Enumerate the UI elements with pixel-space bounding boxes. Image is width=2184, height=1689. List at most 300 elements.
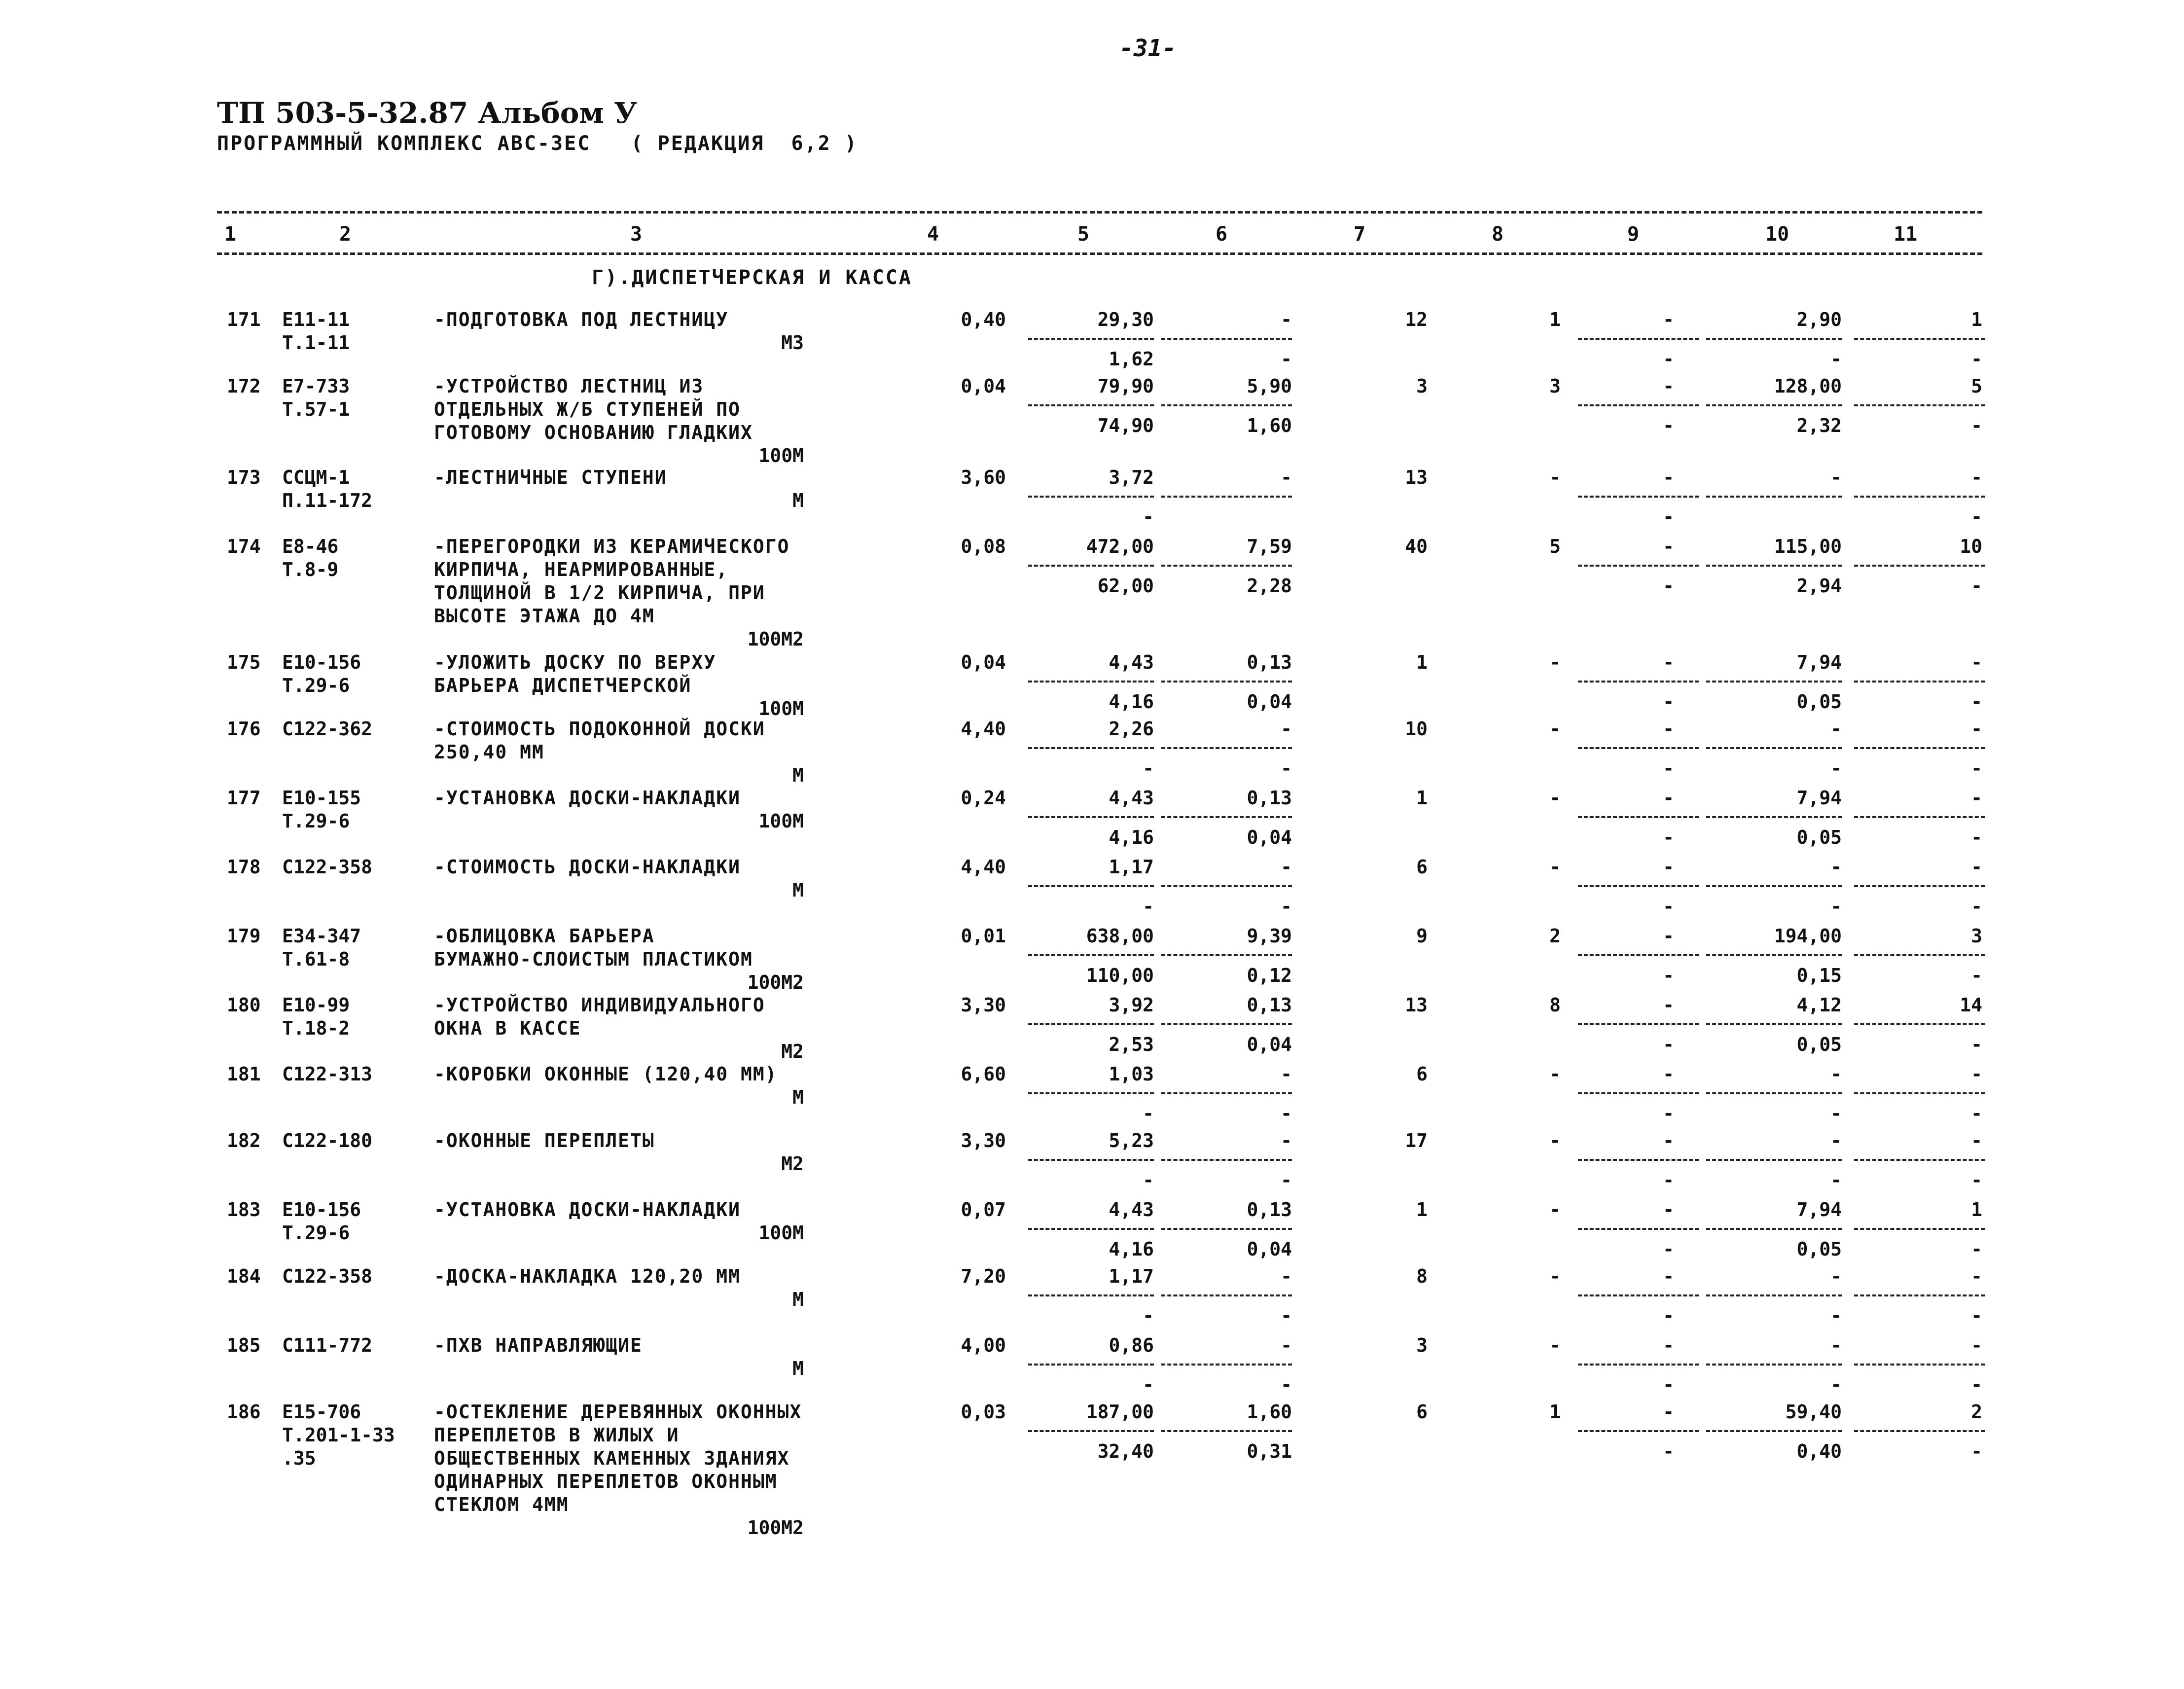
subtotal-separator — [1578, 747, 1699, 749]
cell-c9b: - — [1663, 1238, 1674, 1260]
cell-c9b: - — [1663, 1374, 1674, 1396]
cell-code2: Т.61-8 — [282, 948, 350, 970]
cell-c11b: - — [1971, 1103, 1982, 1124]
cell-c7: 13 — [1405, 467, 1428, 488]
cell-c6b: 1,60 — [1247, 415, 1292, 436]
subtotal-separator — [1854, 954, 1985, 956]
cell-c10: - — [1830, 718, 1842, 740]
cell-c5b: - — [1143, 1374, 1154, 1396]
cell-c7: 6 — [1416, 1401, 1428, 1423]
cell-c11: 1 — [1971, 309, 1982, 330]
subtotal-separator — [1028, 338, 1154, 340]
cell-c6: 7,59 — [1247, 536, 1292, 557]
cell-desc: -ОСТЕКЛЕНИЕ ДЕРЕВЯННЫХ ОКОННЫХ ПЕРЕПЛЕТОВ В ЖИЛЫХ И ОБЩЕСТВЕННЫХ КАМЕННЫХ ЗДАНИЯХ ОДИНАРНЫХ ПЕРЕПЛЕТОВ ОКОННЫМ СТЕКЛОМ 4ММ — [434, 1401, 802, 1515]
cell-num: 177 — [227, 787, 261, 809]
cell-c10: - — [1830, 1334, 1842, 1356]
cell-c11: 14 — [1960, 994, 1982, 1016]
cell-c10b: 2,94 — [1796, 575, 1842, 597]
cell-c11: 5 — [1971, 375, 1982, 397]
subtotal-separator — [1161, 1159, 1292, 1161]
cell-c8: 2 — [1549, 925, 1561, 947]
cell-c5b: 62,00 — [1097, 575, 1154, 597]
cell-desc: -УСТАНОВКА ДОСКИ-НАКЛАДКИ — [434, 787, 741, 809]
subtotal-separator — [1028, 404, 1154, 406]
cell-c4: 0,01 — [961, 925, 1006, 947]
cell-c6: - — [1281, 718, 1292, 740]
column-header-2: 2 — [339, 223, 352, 246]
cell-c8: - — [1549, 718, 1561, 740]
cell-code: Е8-46 — [282, 536, 339, 557]
cell-desc: -УСТРОЙСТВО ИНДИВИДУАЛЬНОГО ОКНА В КАССЕ — [434, 994, 765, 1039]
cell-num: 181 — [227, 1063, 261, 1085]
cell-c8: 1 — [1549, 309, 1561, 330]
cell-c6: - — [1281, 1334, 1292, 1356]
cell-code2: Т.18-2 — [282, 1017, 350, 1039]
cell-c11: - — [1971, 856, 1982, 878]
cell-c5b: - — [1143, 757, 1154, 779]
cell-c7: 1 — [1416, 787, 1428, 809]
cell-c7: 1 — [1416, 651, 1428, 673]
cell-c7: 3 — [1416, 1334, 1428, 1356]
cell-c10: 4,12 — [1796, 994, 1842, 1016]
cell-unit: 100М — [758, 1222, 804, 1244]
cell-c6: 0,13 — [1247, 787, 1292, 809]
cell-c8: 1 — [1549, 1401, 1561, 1423]
cell-c5: 1,03 — [1109, 1063, 1154, 1085]
subtotal-separator — [1706, 1159, 1842, 1161]
cell-c5: 4,43 — [1109, 787, 1154, 809]
cell-c7: 12 — [1405, 309, 1428, 330]
subtotal-separator — [1161, 1092, 1292, 1094]
cell-c11b: - — [1971, 1374, 1982, 1396]
cell-c8: - — [1549, 467, 1561, 488]
cell-num: 175 — [227, 651, 261, 673]
cell-c4: 7,20 — [961, 1265, 1006, 1287]
cell-c10: 128,00 — [1774, 375, 1842, 397]
cell-c11: 10 — [1960, 536, 1982, 557]
cell-num: 172 — [227, 375, 261, 397]
cell-c11: - — [1971, 467, 1982, 488]
cell-c9: - — [1663, 651, 1674, 673]
subtotal-separator — [1854, 1294, 1985, 1296]
cell-c5b: 110,00 — [1086, 965, 1154, 986]
subtotal-separator — [1578, 1023, 1699, 1025]
cell-c9: - — [1663, 787, 1674, 809]
cell-c7: 17 — [1405, 1130, 1428, 1151]
cell-c10b: - — [1830, 757, 1842, 779]
cell-desc: -ПХВ НАПРАВЛЯЮЩИЕ — [434, 1334, 643, 1356]
cell-c5: 472,00 — [1086, 536, 1154, 557]
subtotal-separator — [1028, 1023, 1154, 1025]
cell-c6b: 0,31 — [1247, 1440, 1292, 1462]
cell-c6: 1,60 — [1247, 1401, 1292, 1423]
cell-code: ССЦМ-1 — [282, 467, 350, 488]
cell-c9: - — [1663, 1401, 1674, 1423]
cell-c9b: - — [1663, 691, 1674, 713]
cell-code: С122-313 — [282, 1063, 373, 1085]
cell-c11b: - — [1971, 1169, 1982, 1191]
cell-c9b: - — [1663, 348, 1674, 370]
subtotal-separator — [1578, 1364, 1699, 1366]
cell-desc: -УСТРОЙСТВО ЛЕСТНИЦ ИЗ ОТДЕЛЬНЫХ Ж/Б СТУПЕНЕЙ ПО ГОТОВОМУ ОСНОВАНИЮ ГЛАДКИХ — [434, 375, 753, 443]
cell-c8: - — [1549, 1265, 1561, 1287]
cell-desc: -УЛОЖИТЬ ДОСКУ ПО ВЕРХУ БАРЬЕРА ДИСПЕТЧЕРСКОЙ — [434, 651, 716, 696]
subtotal-separator — [1706, 1228, 1842, 1230]
cell-code2: Т.29-6 — [282, 1222, 350, 1244]
cell-c4: 4,00 — [961, 1334, 1006, 1356]
cell-unit: М2 — [781, 1041, 804, 1062]
subtotal-separator — [1028, 565, 1154, 567]
subtotal-separator — [1028, 681, 1154, 683]
cell-c9b: - — [1663, 506, 1674, 528]
cell-c9: - — [1663, 1334, 1674, 1356]
subtotal-separator — [1578, 681, 1699, 683]
cell-c9: - — [1663, 925, 1674, 947]
cell-code2: П.11-172 — [282, 490, 373, 511]
cell-c4: 0,03 — [961, 1401, 1006, 1423]
cell-code2: Т.57-1 — [282, 398, 350, 420]
column-header-4: 4 — [927, 223, 939, 246]
subtotal-separator — [1161, 496, 1292, 498]
cell-c8: 5 — [1549, 536, 1561, 557]
cell-c6: - — [1281, 1130, 1292, 1151]
cell-c9: - — [1663, 536, 1674, 557]
cell-num: 174 — [227, 536, 261, 557]
cell-c8: - — [1549, 1130, 1561, 1151]
cell-desc: -КОРОБКИ ОКОННЫЕ (120,40 ММ) — [434, 1063, 778, 1085]
cell-c7: 1 — [1416, 1199, 1428, 1221]
cell-c11b: - — [1971, 575, 1982, 597]
subtotal-separator — [1578, 816, 1699, 818]
subtotal-separator — [1161, 1023, 1292, 1025]
cell-c5b: 4,16 — [1109, 827, 1154, 848]
cell-desc: -УСТАНОВКА ДОСКИ-НАКЛАДКИ — [434, 1199, 741, 1221]
cell-c5b: - — [1143, 896, 1154, 917]
subtotal-separator — [1578, 1159, 1699, 1161]
cell-c11b: - — [1971, 415, 1982, 436]
cell-c4: 4,40 — [961, 718, 1006, 740]
cell-c4: 6,60 — [961, 1063, 1006, 1085]
cell-unit: М — [792, 1289, 804, 1310]
cell-c5b: 4,16 — [1109, 1238, 1154, 1260]
section-title: Г).ДИСПЕТЧЕРСКАЯ И КАССА — [592, 266, 912, 289]
cell-num: 173 — [227, 467, 261, 488]
subtotal-separator — [1578, 338, 1699, 340]
cell-code2: Т.29-6 — [282, 810, 350, 832]
cell-unit: М — [792, 764, 804, 786]
subtotal-separator — [1706, 1294, 1842, 1296]
subtotal-separator — [1578, 565, 1699, 567]
cell-c5b: - — [1143, 1103, 1154, 1124]
cell-c6b: - — [1281, 348, 1292, 370]
cell-c5: 0,86 — [1109, 1334, 1154, 1356]
cell-c4: 0,08 — [961, 536, 1006, 557]
cell-c9b: - — [1663, 896, 1674, 917]
cell-code: С111-772 — [282, 1334, 373, 1356]
subtotal-separator — [1028, 496, 1154, 498]
column-header-10: 10 — [1765, 223, 1790, 246]
cell-c6: 0,13 — [1247, 994, 1292, 1016]
cell-c4: 4,40 — [961, 856, 1006, 878]
cell-code: С122-358 — [282, 856, 373, 878]
cell-c6: - — [1281, 1265, 1292, 1287]
column-header-9: 9 — [1627, 223, 1640, 246]
subtotal-separator — [1706, 1023, 1842, 1025]
cell-c7: 6 — [1416, 1063, 1428, 1085]
cell-code: Е7-733 — [282, 375, 350, 397]
cell-c7: 3 — [1416, 375, 1428, 397]
cell-c10: - — [1830, 856, 1842, 878]
cell-unit: 100М — [758, 810, 804, 832]
cell-c9b: - — [1663, 415, 1674, 436]
subtotal-separator — [1161, 565, 1292, 567]
subtotal-separator — [1161, 1228, 1292, 1230]
cell-code: Е10-156 — [282, 651, 361, 673]
subtotal-separator — [1161, 816, 1292, 818]
cell-c10: 7,94 — [1796, 787, 1842, 809]
column-header-1: 1 — [224, 223, 237, 246]
cell-c8: - — [1549, 787, 1561, 809]
cell-c11: - — [1971, 718, 1982, 740]
subtotal-separator — [1578, 1294, 1699, 1296]
cell-c5b: - — [1143, 1305, 1154, 1327]
cell-c9b: - — [1663, 1305, 1674, 1327]
cell-c5: 1,17 — [1109, 856, 1154, 878]
cell-c10b: 0,05 — [1796, 827, 1842, 848]
cell-num: 184 — [227, 1265, 261, 1287]
subtotal-separator — [1028, 1228, 1154, 1230]
cell-code: Е11-11 — [282, 309, 350, 330]
cell-c6: 0,13 — [1247, 651, 1292, 673]
cell-c6b: 0,04 — [1247, 1238, 1292, 1260]
cell-num: 171 — [227, 309, 261, 330]
cell-c9: - — [1663, 1265, 1674, 1287]
cell-c7: 10 — [1405, 718, 1428, 740]
cell-c11b: - — [1971, 1238, 1982, 1260]
cell-c8: 3 — [1549, 375, 1561, 397]
column-header-3: 3 — [630, 223, 643, 246]
cell-c10: 115,00 — [1774, 536, 1842, 557]
cell-code: С122-358 — [282, 1265, 373, 1287]
cell-c7: 6 — [1416, 856, 1428, 878]
subtotal-separator — [1854, 404, 1985, 406]
cell-c9b: - — [1663, 1034, 1674, 1055]
cell-c10: - — [1830, 467, 1842, 488]
cell-c6: 0,13 — [1247, 1199, 1292, 1221]
cell-code: Е34-347 — [282, 925, 361, 947]
cell-desc: -ОБЛИЦОВКА БАРЬЕРА БУМАЖНО-СЛОИСТЫМ ПЛАСТИКОМ — [434, 925, 753, 970]
cell-c9b: - — [1663, 1169, 1674, 1191]
cell-c5: 4,43 — [1109, 1199, 1154, 1221]
cell-c11b: - — [1971, 691, 1982, 713]
subtotal-separator — [1578, 885, 1699, 887]
cell-num: 186 — [227, 1401, 261, 1423]
cell-c6: 9,39 — [1247, 925, 1292, 947]
cell-num: 182 — [227, 1130, 261, 1151]
cell-c10: - — [1830, 1130, 1842, 1151]
cell-c5b: 32,40 — [1097, 1440, 1154, 1462]
cell-c5b: 4,16 — [1109, 691, 1154, 713]
cell-c4: 3,30 — [961, 994, 1006, 1016]
cell-c6: - — [1281, 1063, 1292, 1085]
subtotal-separator — [1161, 1364, 1292, 1366]
cell-code: Е10-99 — [282, 994, 350, 1016]
cell-unit: 100М — [758, 445, 804, 467]
cell-c5: 3,92 — [1109, 994, 1154, 1016]
subtotal-separator — [1706, 885, 1842, 887]
document-code: ТП 503-5-32.87 Альбом У — [217, 96, 638, 130]
cell-c4: 0,07 — [961, 1199, 1006, 1221]
subtotal-separator — [1854, 816, 1985, 818]
cell-c5: 5,23 — [1109, 1130, 1154, 1151]
cell-desc: -ПОДГОТОВКА ПОД ЛЕСТНИЦУ — [434, 309, 729, 330]
cell-c10b: - — [1830, 1169, 1842, 1191]
subtotal-separator — [1161, 1294, 1292, 1296]
subtotal-separator — [1706, 681, 1842, 683]
cell-unit: М — [792, 1086, 804, 1108]
subtotal-separator — [1578, 1430, 1699, 1432]
cell-c5b: 74,90 — [1097, 415, 1154, 436]
cell-code2: Т.1-11 — [282, 332, 350, 354]
subtotal-separator — [1854, 885, 1985, 887]
subtotal-separator — [1028, 954, 1154, 956]
cell-c5: 1,17 — [1109, 1265, 1154, 1287]
cell-c6b: - — [1281, 1305, 1292, 1327]
subtotal-separator — [1161, 747, 1292, 749]
cell-c4: 0,40 — [961, 309, 1006, 330]
cell-c6b: - — [1281, 1169, 1292, 1191]
subtotal-separator — [1028, 1092, 1154, 1094]
cell-c10: 59,40 — [1785, 1401, 1842, 1423]
cell-c9: - — [1663, 375, 1674, 397]
cell-c5: 2,26 — [1109, 718, 1154, 740]
cell-c8: - — [1549, 1199, 1561, 1221]
cell-num: 180 — [227, 994, 261, 1016]
cell-c11b: - — [1971, 827, 1982, 848]
cell-c5: 79,90 — [1097, 375, 1154, 397]
cell-c9: - — [1663, 1199, 1674, 1221]
cell-c4: 0,24 — [961, 787, 1006, 809]
cell-num: 179 — [227, 925, 261, 947]
cell-c9: - — [1663, 467, 1674, 488]
cell-code2: Т.8-9 — [282, 559, 339, 580]
cell-desc: -ДОСКА-НАКЛАДКА 120,20 ММ — [434, 1265, 741, 1287]
cell-c5: 187,00 — [1086, 1401, 1154, 1423]
page-number: -31- — [1119, 35, 1177, 62]
cell-c10: - — [1830, 1265, 1842, 1287]
cell-code2: Т.29-6 — [282, 675, 350, 696]
cell-desc: -СТОИМОСТЬ ПОДОКОННОЙ ДОСКИ 250,40 ММ — [434, 718, 765, 763]
cell-c11b: - — [1971, 1034, 1982, 1055]
cell-c5: 638,00 — [1086, 925, 1154, 947]
cell-c7: 13 — [1405, 994, 1428, 1016]
cell-c9: - — [1663, 856, 1674, 878]
cell-c8: - — [1549, 856, 1561, 878]
cell-unit: 100М2 — [747, 628, 804, 650]
subtotal-separator — [1706, 404, 1842, 406]
cell-c9: - — [1663, 1063, 1674, 1085]
subtotal-separator — [1854, 1092, 1985, 1094]
subtotal-separator — [1854, 747, 1985, 749]
cell-c10b: - — [1830, 896, 1842, 917]
cell-c9: - — [1663, 994, 1674, 1016]
cell-c5b: - — [1143, 1169, 1154, 1191]
subtotal-separator — [1161, 1430, 1292, 1432]
cell-unit: 100М — [758, 698, 804, 719]
column-header-6: 6 — [1216, 223, 1228, 246]
cell-c9b: - — [1663, 757, 1674, 779]
subtotal-separator — [1161, 338, 1292, 340]
cell-c11b: - — [1971, 506, 1982, 528]
cell-c11b: - — [1971, 965, 1982, 986]
cell-c6: - — [1281, 856, 1292, 878]
subtotal-separator — [1706, 954, 1842, 956]
subtotal-separator — [1854, 1364, 1985, 1366]
cell-code: Е10-156 — [282, 1199, 361, 1221]
subtotal-separator — [1854, 496, 1985, 498]
cell-c11: 2 — [1971, 1401, 1982, 1423]
subtotal-separator — [1706, 565, 1842, 567]
subtotal-separator — [1854, 1023, 1985, 1025]
header-bottom-rule — [217, 252, 1982, 255]
cell-unit: 100М2 — [747, 1517, 804, 1539]
cell-code: С122-180 — [282, 1130, 373, 1151]
cell-c8: - — [1549, 651, 1561, 673]
cell-num: 183 — [227, 1199, 261, 1221]
cell-desc: -ОКОННЫЕ ПЕРЕПЛЕТЫ — [434, 1130, 655, 1151]
cell-c6: - — [1281, 309, 1292, 330]
cell-c7: 8 — [1416, 1265, 1428, 1287]
cell-c6b: 2,28 — [1247, 575, 1292, 597]
cell-c9: - — [1663, 309, 1674, 330]
cell-c11: - — [1971, 1130, 1982, 1151]
subtotal-separator — [1028, 816, 1154, 818]
cell-c5: 4,43 — [1109, 651, 1154, 673]
cell-unit: М — [792, 879, 804, 901]
cell-num: 178 — [227, 856, 261, 878]
cell-c8: - — [1549, 1063, 1561, 1085]
cell-c11b: - — [1971, 896, 1982, 917]
cell-c6b: 0,04 — [1247, 1034, 1292, 1055]
cell-c10: 194,00 — [1774, 925, 1842, 947]
subtotal-separator — [1578, 496, 1699, 498]
cell-code2: Т.201-1-33 .35 — [282, 1424, 395, 1469]
cell-c6: - — [1281, 467, 1292, 488]
subtotal-separator — [1706, 496, 1842, 498]
cell-c6b: 0,04 — [1247, 827, 1292, 848]
cell-c5b: 2,53 — [1109, 1034, 1154, 1055]
subtotal-separator — [1706, 1430, 1842, 1432]
subtotal-separator — [1578, 404, 1699, 406]
subtotal-separator — [1161, 954, 1292, 956]
cell-unit: 100М2 — [747, 971, 804, 993]
cell-c10b: 0,05 — [1796, 1034, 1842, 1055]
cell-c6: 5,90 — [1247, 375, 1292, 397]
subtotal-separator — [1578, 1228, 1699, 1230]
subtotal-separator — [1028, 1430, 1154, 1432]
cell-c10: 2,90 — [1796, 309, 1842, 330]
subtotal-separator — [1854, 1228, 1985, 1230]
cell-c5: 29,30 — [1097, 309, 1154, 330]
cell-c9: - — [1663, 1130, 1674, 1151]
cell-c11: - — [1971, 1334, 1982, 1356]
cell-num: 176 — [227, 718, 261, 740]
cell-c4: 3,60 — [961, 467, 1006, 488]
cell-c8: 8 — [1549, 994, 1561, 1016]
subtotal-separator — [1706, 1092, 1842, 1094]
cell-desc: -СТОИМОСТЬ ДОСКИ-НАКЛАДКИ — [434, 856, 741, 878]
cell-c10b: - — [1830, 1103, 1842, 1124]
